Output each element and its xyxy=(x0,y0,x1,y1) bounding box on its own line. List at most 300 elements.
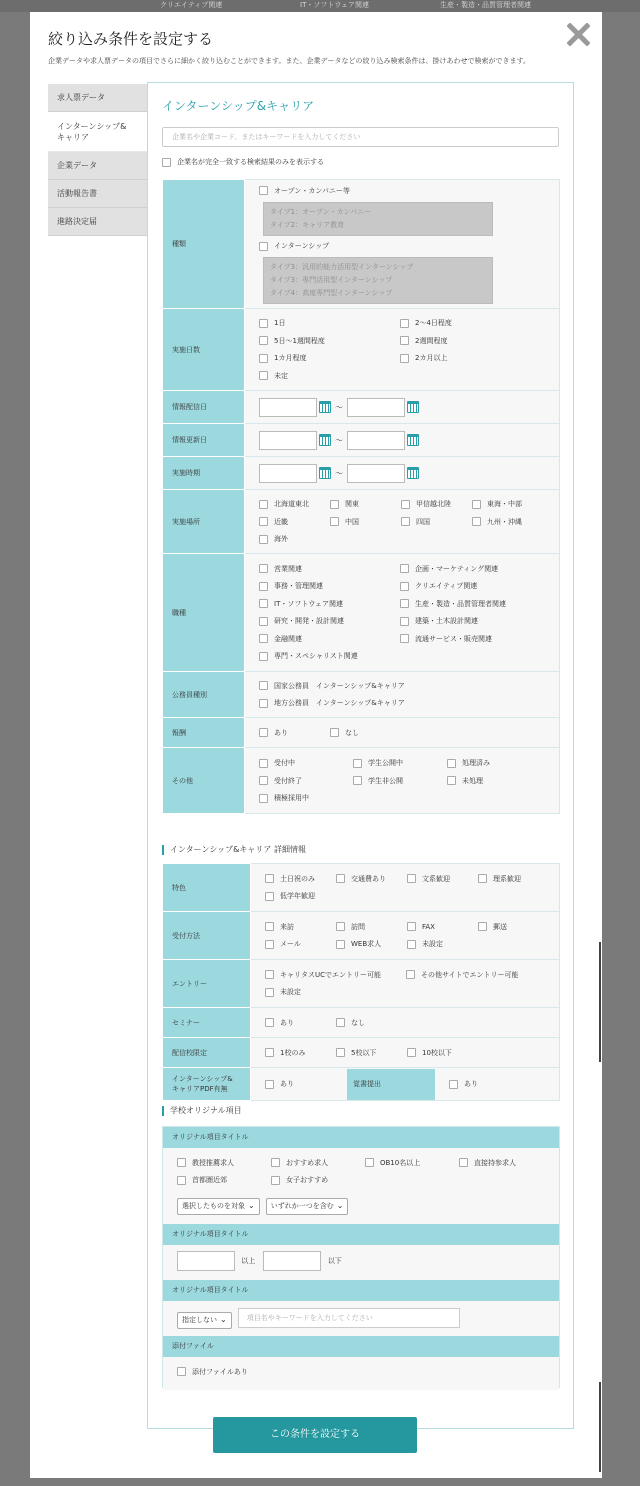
checkbox[interactable] xyxy=(265,874,274,883)
row-label-job: 職種 xyxy=(163,554,245,672)
original-options xyxy=(177,1154,547,1189)
option-label: 未設定 xyxy=(280,988,301,997)
days-options xyxy=(245,311,559,389)
date-from-input[interactable] xyxy=(259,464,317,483)
option-item[interactable] xyxy=(401,495,472,513)
option-label: 研究・開発・設計関連 xyxy=(274,617,344,626)
option-label: 金融関連 xyxy=(274,634,302,643)
option-item[interactable] xyxy=(336,936,407,954)
option-item[interactable] xyxy=(353,754,447,772)
option-item[interactable] xyxy=(265,870,336,888)
checkbox[interactable] xyxy=(400,617,409,626)
option-item[interactable] xyxy=(400,613,541,631)
option-label: 来訪 xyxy=(280,922,294,931)
checkbox[interactable] xyxy=(400,354,409,363)
checkbox[interactable] xyxy=(400,336,409,345)
option-label: 訪問 xyxy=(351,922,365,931)
option-internship[interactable] xyxy=(245,238,559,256)
option-label: あり xyxy=(280,1080,294,1088)
option-label: 受付終了 xyxy=(274,776,302,785)
option-item[interactable] xyxy=(259,560,400,578)
original-body-1 xyxy=(163,1148,559,1224)
checkbox[interactable] xyxy=(259,634,268,643)
checkbox[interactable] xyxy=(259,652,268,661)
checkbox[interactable] xyxy=(330,500,339,509)
option-item[interactable] xyxy=(407,918,478,936)
checkbox[interactable] xyxy=(407,874,416,883)
option-item[interactable] xyxy=(401,513,472,531)
checkbox[interactable] xyxy=(447,776,456,785)
option-label: 文系歓迎 xyxy=(422,874,450,883)
option-label: 首都圏近郊 xyxy=(192,1176,227,1185)
option-label: 1日 xyxy=(274,319,286,328)
option-item[interactable] xyxy=(330,513,401,531)
option-label: 5校以下 xyxy=(351,1048,377,1057)
option-label: 関東 xyxy=(345,500,359,508)
modal-description: 企業データや求人票データの項目でさらに細かく絞り込むことができます。また、企業データなどの絞り込み検索条件は、掛けあわせで検索ができます。 xyxy=(48,57,530,65)
option-item[interactable] xyxy=(259,315,400,333)
date-to-input[interactable] xyxy=(347,398,405,417)
option-label: 国家公務員 インターンシップ&キャリア xyxy=(274,681,405,690)
option-label: 理系歓迎 xyxy=(493,874,521,883)
calendar-icon[interactable] xyxy=(407,467,419,479)
option-item[interactable] xyxy=(400,578,541,596)
option-item[interactable] xyxy=(259,648,400,666)
option-item[interactable] xyxy=(336,918,407,936)
option-item[interactable] xyxy=(472,513,543,531)
search-input[interactable]: 企業名や企業コード、またはキーワードを入力してください xyxy=(162,127,559,147)
option-item[interactable] xyxy=(265,966,406,984)
scrollbar[interactable] xyxy=(599,942,601,1062)
bg-cell: 生産・製造・品質管理者関連 xyxy=(440,1,531,9)
row-label-info-date: 情報配信日 xyxy=(163,391,245,424)
desc-line: タイプ3：専門活用型インターンシップ xyxy=(270,276,393,284)
option-label: 未設定 xyxy=(422,940,443,949)
method-options xyxy=(251,914,559,957)
option-label: 建築・土木設計関連 xyxy=(415,617,478,626)
calendar-icon[interactable] xyxy=(319,401,331,413)
original-heading: 学校オリジナル項目 xyxy=(162,1106,242,1116)
checkbox[interactable] xyxy=(336,922,345,931)
checkbox[interactable] xyxy=(259,759,268,768)
option-item[interactable] xyxy=(259,495,330,513)
option-label: おすすめ求人 xyxy=(286,1158,329,1167)
checkbox[interactable] xyxy=(401,517,410,526)
option-item[interactable] xyxy=(336,1014,407,1032)
option-item[interactable] xyxy=(435,1069,478,1100)
checkbox[interactable] xyxy=(259,535,268,544)
option-item[interactable] xyxy=(330,495,401,513)
option-label: 2カ月以上 xyxy=(415,354,448,363)
option-label: 四国 xyxy=(416,517,430,526)
option-item[interactable] xyxy=(259,367,400,385)
detail-table xyxy=(162,863,560,1101)
option-item[interactable] xyxy=(400,560,541,578)
option-item[interactable] xyxy=(265,1014,336,1032)
option-item[interactable] xyxy=(259,513,330,531)
checkbox[interactable] xyxy=(406,970,415,979)
reward-options xyxy=(245,720,559,746)
original-body-3 xyxy=(163,1301,559,1336)
option-label: 10校以下 xyxy=(422,1048,452,1057)
option-label: 交通費あり xyxy=(351,874,386,883)
option-item[interactable] xyxy=(251,1069,347,1100)
checkbox[interactable] xyxy=(271,1158,280,1167)
row-label-other: その他 xyxy=(163,748,245,814)
checkbox[interactable] xyxy=(259,354,268,363)
max-suffix: 以下 xyxy=(327,1257,342,1265)
option-item[interactable] xyxy=(336,870,407,888)
range-separator: 〜 xyxy=(335,435,343,445)
option-label: インターンシップ xyxy=(274,242,330,251)
checkbox[interactable] xyxy=(259,186,268,195)
option-label: オープン・カンパニー等 xyxy=(274,186,350,195)
option-label: 受付中 xyxy=(274,759,295,767)
option-item[interactable] xyxy=(472,495,543,513)
checkbox[interactable] xyxy=(259,776,268,785)
date-range xyxy=(245,431,559,450)
option-item[interactable] xyxy=(265,984,406,1002)
option-label: クリエイティブ関連 xyxy=(415,582,478,591)
row-label-entry: エントリー xyxy=(163,960,251,1008)
option-item[interactable] xyxy=(400,315,541,333)
option-item[interactable] xyxy=(177,1172,271,1190)
row-label-method: 受付方法 xyxy=(163,912,251,960)
option-item[interactable] xyxy=(259,530,330,548)
checkbox[interactable] xyxy=(177,1158,186,1167)
option-label: 中国 xyxy=(345,517,359,526)
checkbox[interactable] xyxy=(259,319,268,328)
option-label: 事務・管理関連 xyxy=(274,582,323,591)
option-item[interactable] xyxy=(259,789,353,807)
min-suffix: 以上 xyxy=(241,1257,256,1265)
option-item[interactable] xyxy=(336,1044,407,1062)
range-separator: 〜 xyxy=(335,468,343,478)
field-select[interactable]: 指定しない ⌄ xyxy=(177,1312,232,1329)
checkbox[interactable] xyxy=(400,319,409,328)
checkbox[interactable] xyxy=(336,1048,345,1057)
feature-options xyxy=(251,866,559,909)
sidebar-item-internship[interactable]: インターンシップ& キャリア xyxy=(48,112,147,152)
checkbox[interactable] xyxy=(472,517,481,526)
checkbox[interactable] xyxy=(271,1176,280,1185)
checkbox[interactable] xyxy=(265,892,274,901)
row-label-pdf: インターンシップ& キャリアPDF有無 xyxy=(163,1068,251,1101)
checkbox[interactable] xyxy=(353,759,362,768)
exact-match-option[interactable] xyxy=(162,157,324,167)
sidebar-item-career[interactable]: 進路決定届 xyxy=(48,208,147,236)
option-label: 学生非公開 xyxy=(368,776,403,785)
close-icon[interactable] xyxy=(566,22,590,46)
checkbox[interactable] xyxy=(259,500,268,509)
range-separator: 〜 xyxy=(335,402,343,412)
checkbox[interactable] xyxy=(400,634,409,643)
desc-line: タイプ4：高度専門型インターンシップ xyxy=(270,289,393,297)
option-item[interactable] xyxy=(265,936,336,954)
option-item[interactable] xyxy=(265,918,336,936)
bg-cell: クリエイティブ関連 xyxy=(160,1,223,9)
option-item[interactable] xyxy=(259,754,353,772)
date-range xyxy=(245,398,559,417)
option-label: 近畿 xyxy=(274,517,288,526)
option-label: 営業関連 xyxy=(274,564,302,573)
option-item[interactable] xyxy=(177,1363,559,1381)
min-input[interactable] xyxy=(177,1251,235,1271)
public-options xyxy=(245,673,559,716)
entry-options xyxy=(251,962,559,1005)
option-label: なし xyxy=(345,728,359,737)
option-item[interactable] xyxy=(177,1154,271,1172)
row-label-place: 実施場所 xyxy=(163,490,245,554)
option-label: 企画・マーケティング関連 xyxy=(415,564,499,573)
checkbox[interactable] xyxy=(259,242,268,251)
option-item[interactable] xyxy=(365,1154,459,1172)
checkbox[interactable] xyxy=(259,728,268,737)
checkbox[interactable] xyxy=(407,922,416,931)
checkbox[interactable] xyxy=(177,1367,186,1376)
option-label: 東海・中部 xyxy=(487,500,522,508)
scrollbar[interactable] xyxy=(599,1382,601,1472)
option-label: 流通サービス・販売関連 xyxy=(415,634,492,643)
checkbox[interactable] xyxy=(478,922,487,931)
sidebar-item-jobs[interactable]: 求人票データ xyxy=(48,84,147,112)
option-item[interactable] xyxy=(259,613,400,631)
date-from-input[interactable] xyxy=(259,398,317,417)
desc-line: タイプ3：汎用的能力活用型インターンシップ xyxy=(270,263,414,271)
checkbox[interactable] xyxy=(265,1018,274,1027)
checkbox[interactable] xyxy=(259,617,268,626)
checkbox[interactable] xyxy=(353,776,362,785)
option-label: 5日〜1週間程度 xyxy=(274,336,325,345)
option-item[interactable] xyxy=(265,1044,336,1062)
option-item[interactable] xyxy=(265,888,336,906)
row-label-days: 実施日数 xyxy=(163,309,245,391)
option-label: 九州・沖縄 xyxy=(487,517,522,526)
checkbox[interactable] xyxy=(407,940,416,949)
option-label: 海外 xyxy=(274,535,288,543)
option-open-company[interactable] xyxy=(245,182,559,200)
option-item[interactable] xyxy=(259,772,353,790)
option-item[interactable] xyxy=(271,1172,365,1190)
checkbox[interactable] xyxy=(259,517,268,526)
pdf-row xyxy=(251,1069,559,1100)
option-item[interactable] xyxy=(271,1154,365,1172)
option-item[interactable] xyxy=(330,724,401,742)
option-label: 直接持参求人 xyxy=(474,1158,516,1167)
option-label: OB10名以上 xyxy=(380,1158,421,1167)
option-label: 2〜4日程度 xyxy=(415,319,452,328)
option-label: 郵送 xyxy=(493,922,507,931)
option-label: 学生公開中 xyxy=(368,759,403,767)
other-options xyxy=(245,750,559,811)
option-item[interactable] xyxy=(259,350,400,368)
checkbox[interactable] xyxy=(259,564,268,573)
option-item[interactable] xyxy=(400,630,541,648)
option-item[interactable] xyxy=(400,350,541,368)
sidebar xyxy=(48,84,147,236)
option-item[interactable] xyxy=(478,918,549,936)
checkbox[interactable] xyxy=(400,582,409,591)
original-title-4: 添付ファイル xyxy=(163,1336,559,1357)
option-item[interactable] xyxy=(407,870,478,888)
checkbox[interactable] xyxy=(265,1048,274,1057)
checkbox[interactable] xyxy=(365,1158,374,1167)
sidebar-item-report[interactable]: 活動報告書 xyxy=(48,180,147,208)
date-range xyxy=(245,464,559,483)
checkbox[interactable] xyxy=(259,582,268,591)
checkbox[interactable] xyxy=(459,1158,468,1167)
bg-cell: IT・ソフトウェア関連 xyxy=(300,1,370,9)
option-label: 甲信越北陸 xyxy=(416,500,451,508)
option-item[interactable] xyxy=(353,772,447,790)
option-label: 女子おすすめ xyxy=(286,1176,329,1185)
target-select[interactable]: 選択したものを対象 ⌄ xyxy=(177,1198,260,1215)
checkbox[interactable] xyxy=(330,517,339,526)
row-label-update-date: 情報更新日 xyxy=(163,424,245,457)
calendar-icon[interactable] xyxy=(319,467,331,479)
date-to-input[interactable] xyxy=(347,464,405,483)
original-block xyxy=(162,1126,560,1388)
checkbox[interactable] xyxy=(265,1080,274,1089)
option-label: 北海道東北 xyxy=(274,500,309,508)
option-label: 未定 xyxy=(274,371,288,380)
option-label: 添付ファイルあり xyxy=(192,1367,248,1376)
option-label: 積極採用中 xyxy=(274,794,309,802)
option-item[interactable] xyxy=(259,332,400,350)
option-item[interactable] xyxy=(259,724,330,742)
calendar-icon[interactable] xyxy=(319,434,331,446)
option-label: 低学年歓迎 xyxy=(280,892,315,901)
option-label: IT・ソフトウェア関連 xyxy=(274,599,344,608)
row-label-public: 公務員種別 xyxy=(163,672,245,718)
calendar-icon[interactable] xyxy=(407,434,419,446)
checkbox[interactable] xyxy=(259,699,268,708)
job-options xyxy=(245,556,559,669)
seminar-options xyxy=(251,1010,559,1036)
option-label: 生産・製造・品質管理者関連 xyxy=(415,599,506,608)
option-item[interactable] xyxy=(407,1044,478,1062)
date-from-input[interactable] xyxy=(259,431,317,450)
date-to-input[interactable] xyxy=(347,431,405,450)
checkbox[interactable] xyxy=(330,728,339,737)
option-label: あり xyxy=(280,1018,294,1027)
option-item[interactable] xyxy=(259,677,559,695)
original-title-3: オリジナル項目タイトル xyxy=(163,1280,559,1301)
checkbox[interactable] xyxy=(447,759,456,768)
checkbox[interactable] xyxy=(407,1048,416,1057)
checkbox[interactable] xyxy=(472,500,481,509)
type-desc-box xyxy=(263,257,493,304)
detail-heading: インターンシップ&キャリア 詳細情報 xyxy=(162,845,306,855)
checkbox[interactable] xyxy=(259,599,268,608)
max-input[interactable] xyxy=(263,1251,321,1271)
option-label: 処理済み xyxy=(462,759,490,767)
background-table xyxy=(0,0,640,12)
option-item[interactable] xyxy=(259,595,400,613)
option-item[interactable] xyxy=(447,754,541,772)
original-body-2 xyxy=(163,1245,559,1280)
option-item[interactable] xyxy=(459,1154,539,1172)
option-label: その他サイトでエントリー可能 xyxy=(421,970,519,979)
checkbox[interactable] xyxy=(265,970,274,979)
checkbox[interactable] xyxy=(400,599,409,608)
checkbox[interactable] xyxy=(259,794,268,803)
option-label: キャリタスUCでエントリー可能 xyxy=(280,970,382,979)
checkbox[interactable] xyxy=(265,940,274,949)
row-label-seminar: セミナー xyxy=(163,1008,251,1038)
place-options xyxy=(245,491,559,552)
limit-options xyxy=(251,1040,559,1066)
desc-line: タイプ1：オープン・カンパニー xyxy=(270,207,371,216)
option-item[interactable] xyxy=(406,966,547,984)
row-label-reward: 報酬 xyxy=(163,718,245,748)
option-item[interactable] xyxy=(259,630,400,648)
type-desc-box xyxy=(263,202,493,236)
option-label: あり xyxy=(274,728,288,737)
checkbox[interactable] xyxy=(478,874,487,883)
checkbox[interactable] xyxy=(177,1176,186,1185)
checkbox[interactable] xyxy=(265,922,274,931)
filter-table xyxy=(162,179,560,814)
modal-title: 絞り込み条件を設定する xyxy=(48,30,214,48)
panel-title: インターンシップ&キャリア xyxy=(162,99,315,113)
sidebar-item-company[interactable]: 企業データ xyxy=(48,152,147,180)
desc-line: タイプ2：キャリア教育 xyxy=(270,220,345,229)
original-title-1: オリジナル項目タイトル xyxy=(163,1127,559,1148)
checkbox[interactable] xyxy=(401,500,410,509)
keyword-input[interactable]: 項目名やキーワードを入力してください xyxy=(238,1308,460,1328)
option-label: 企業名が完全一致する検索結果のみを表示する xyxy=(177,158,324,166)
checkbox[interactable] xyxy=(336,874,345,883)
option-label: 土日祝のみ xyxy=(280,874,315,883)
option-item[interactable] xyxy=(400,595,541,613)
match-select[interactable]: いずれか一つを含む ⌄ xyxy=(266,1198,349,1215)
option-item[interactable] xyxy=(259,578,400,596)
checkbox[interactable] xyxy=(265,988,274,997)
option-item[interactable] xyxy=(447,772,541,790)
row-label-type: 種類 xyxy=(163,180,245,309)
option-label: FAX xyxy=(422,922,435,931)
option-label: WEB求人 xyxy=(351,940,382,949)
row-label-feature: 特色 xyxy=(163,864,251,912)
submit-button[interactable]: この条件を設定する xyxy=(213,1417,417,1453)
checkbox[interactable] xyxy=(400,564,409,573)
checkbox[interactable] xyxy=(259,681,268,690)
checkbox[interactable] xyxy=(449,1080,458,1089)
checkbox[interactable] xyxy=(336,940,345,949)
checkbox[interactable] xyxy=(162,158,171,167)
checkbox[interactable] xyxy=(259,336,268,345)
option-label: 専門・スペシャリスト関連 xyxy=(274,652,358,661)
option-item[interactable] xyxy=(407,936,478,954)
checkbox[interactable] xyxy=(259,371,268,380)
option-label: 教授推薦求人 xyxy=(192,1158,234,1167)
option-label: 1校のみ xyxy=(280,1048,306,1057)
calendar-icon[interactable] xyxy=(407,401,419,413)
checkbox[interactable] xyxy=(336,1018,345,1027)
option-item[interactable] xyxy=(478,870,549,888)
option-label: 1カ月程度 xyxy=(274,354,307,363)
row-label-period: 実施時期 xyxy=(163,457,245,490)
option-label: メール xyxy=(280,940,301,949)
filter-modal xyxy=(30,12,602,1478)
option-item[interactable] xyxy=(259,695,559,713)
option-item[interactable] xyxy=(400,332,541,350)
option-label: なし xyxy=(351,1018,365,1027)
option-label: 2週間程度 xyxy=(415,336,448,345)
filter-panel xyxy=(147,82,574,1429)
option-label: 地方公務員 インターンシップ&キャリア xyxy=(274,699,405,708)
